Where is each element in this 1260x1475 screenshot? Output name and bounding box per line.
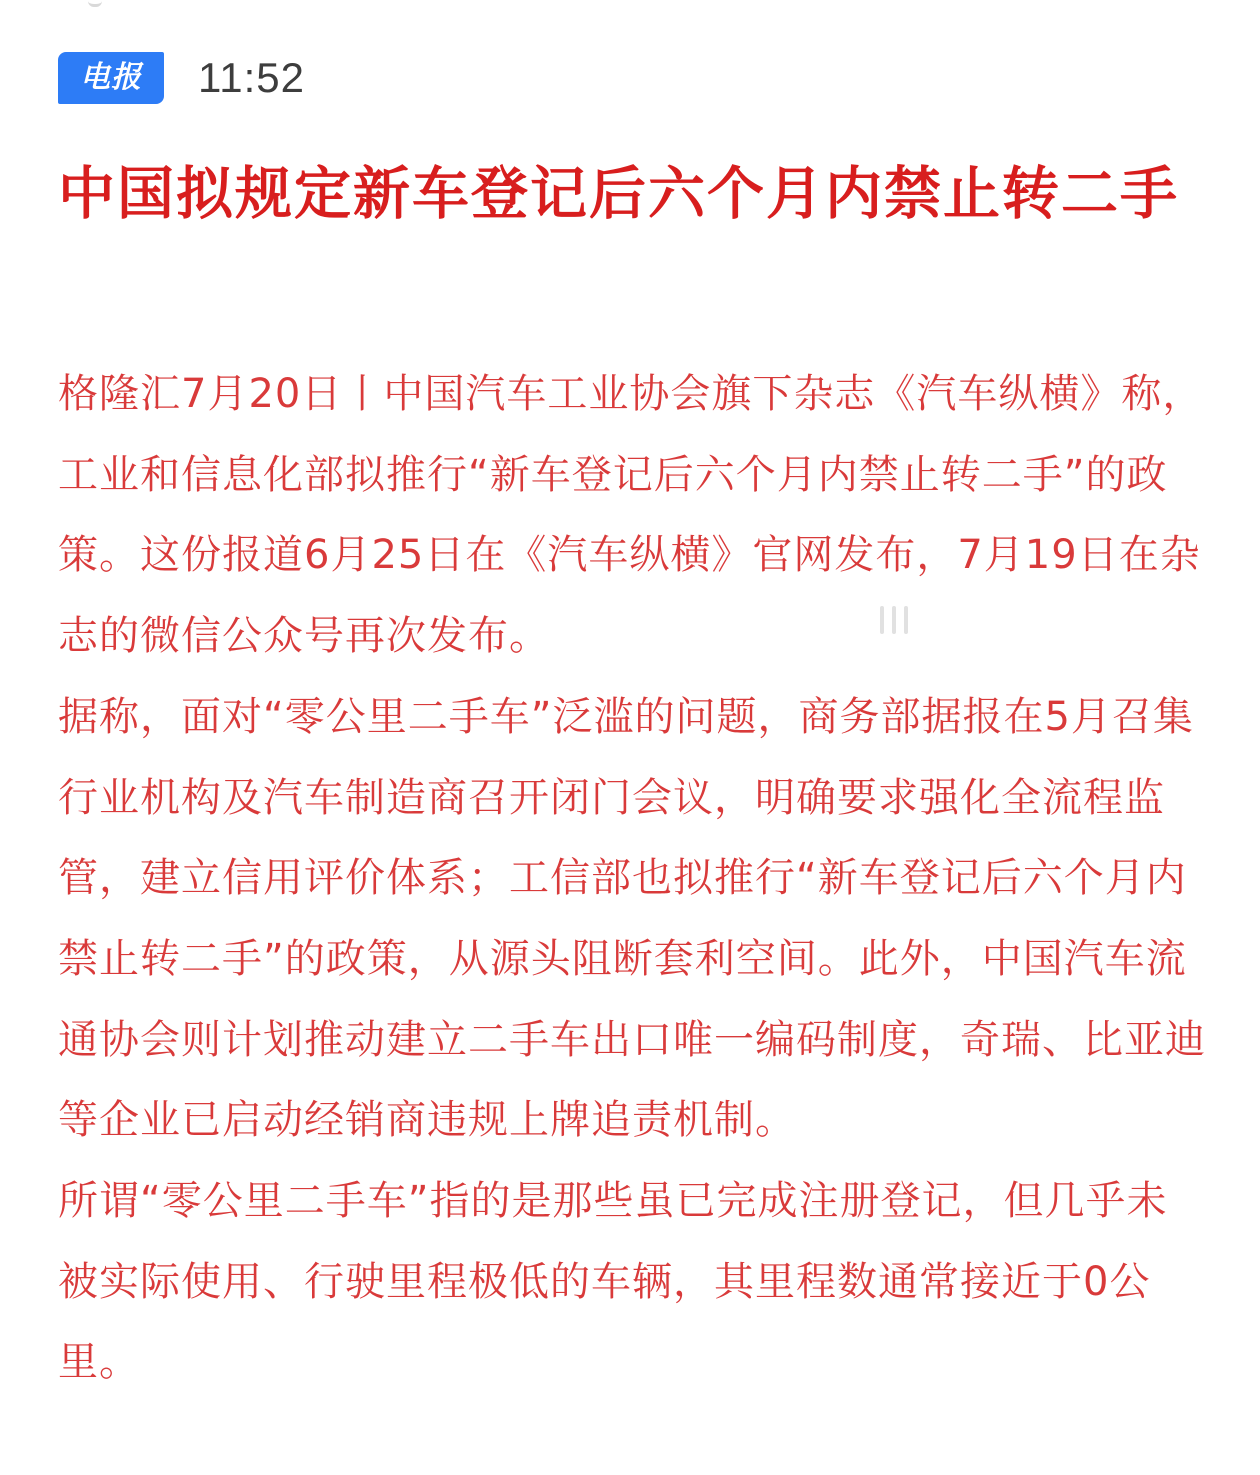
top-edge-fragment [88,0,102,7]
flash-header [58,52,305,104]
watermark-icon [872,600,942,640]
flash-news-badge: 电报 [58,52,164,104]
article-body [58,354,1208,1403]
article-paragraph-3: 所谓“零公里二手车”指的是那些虽已完成注册登记，但几乎未被实际使用、行驶里程极低的车辆，其里程数通常接近于0公里。 [58,1178,1168,1386]
article-paragraph-1: 格隆汇7月20日丨中国汽车工业协会旗下杂志《汽车纵横》称，工业和信息化部拟推行“新车登记后六个月内禁止转二手”的政策。这份报道6月25日在《汽车纵横》官网发布，7月19日在杂志的微信公众号再次发布。 [58,371,1204,660]
flash-time: 11:52 [198,54,305,101]
article-paragraph-2: 据称，面对“零公里二手车”泛滥的问题，商务部据报在5月召集行业机构及汽车制造商召开闭门会议，明确要求强化全流程监管，建立信用评价体系；工信部也拟推行“新车登记后六个月内禁止转二手”的政策，从源头阻断套利空间。此外，中国汽车流通协会则计划推动建立二手车出口唯一编码制度，奇瑞、比亚迪等企业已启动经销商违规上牌追责机制。 [58,693,1206,1144]
article-headline: 中国拟规定新车登记后六个月内禁止转二手 [58,161,1179,227]
